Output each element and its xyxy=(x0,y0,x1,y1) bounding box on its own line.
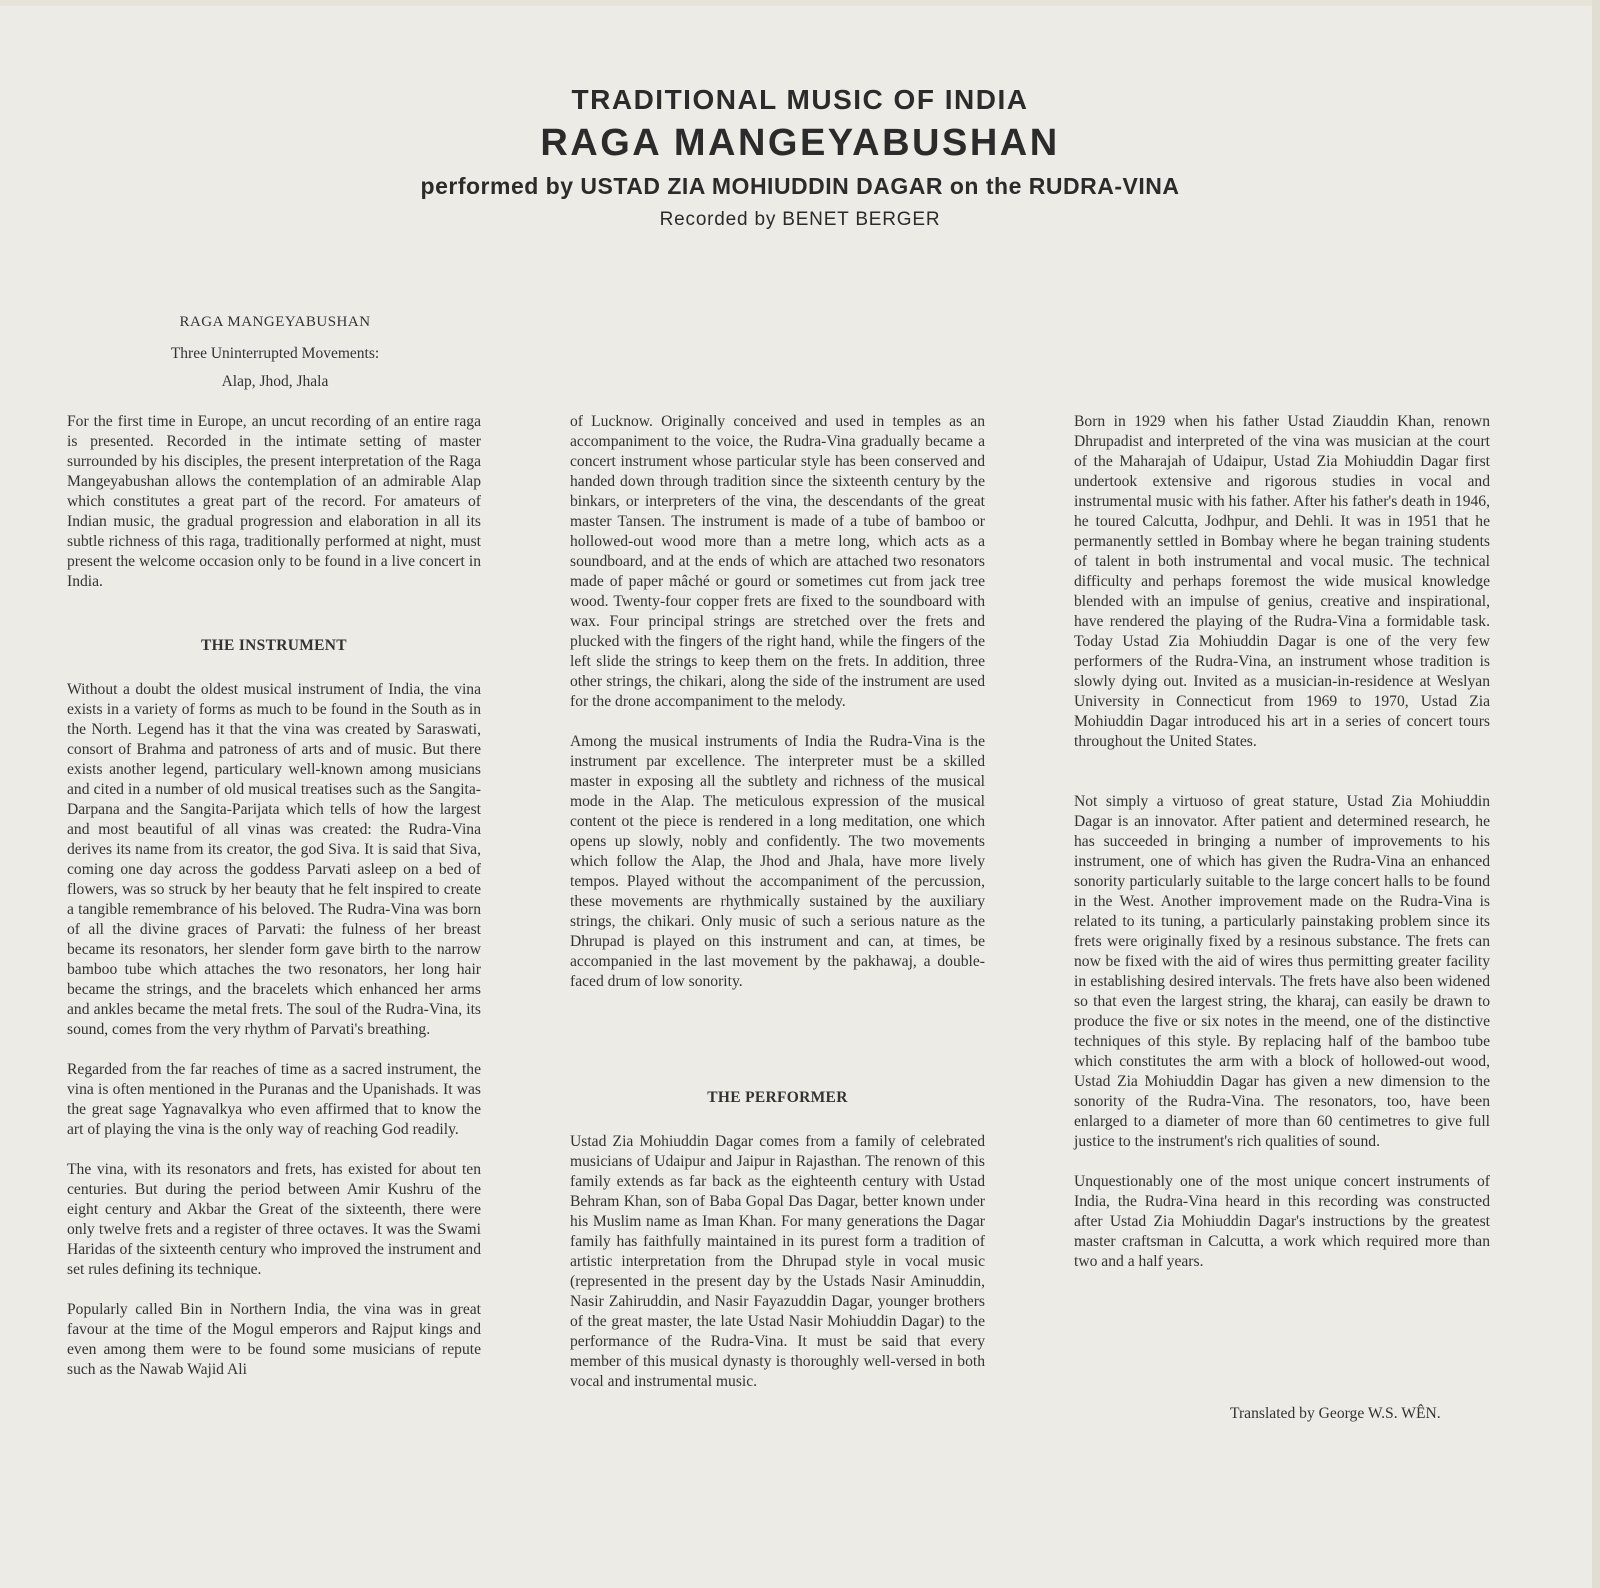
paragraph: For the first time in Europe, an uncut recording of an entire raga is presented. Recorded in the intimate setting of master surrounded by his disciples, the present interpretation of the Raga Mangeyabushan allows the contemplation of an admirable Alap which constitutes a great part of the record. For amateurs of Indian music, the gradual progression and elaboration in all its subtle richness of this raga, traditionally performed at night, must present the welcome occasion only to be found in a live concert in India. xyxy=(67,413,481,590)
performer-line: performed by USTAD ZIA MOHIUDDIN DAGAR on the RUDRA-VINA xyxy=(420,173,1180,199)
section-heading-instrument: THE INSTRUMENT xyxy=(201,637,347,654)
sleeve-top-edge xyxy=(0,0,1600,6)
paragraph: of Lucknow. Originally conceived and used in temples as an accompaniment to the voice, the Rudra-Vina gradually became a concert instrument whose particular style has been conserved and handed down through tradition since the sixteenth century by the binkars, or interpreters of the vina, the descendants of the great master Tansen. The instrument is made of a tube of bamboo or hollowed-out wood more than a metre long, which acts as a soundboard, and at the ends of which are attached two resonators made of paper mâché or gourd or sometimes cut from jack tree wood. Twenty-four copper frets are fixed to the soundboard with wax. Four principal strings are stretched over the frets and plucked with the fingers of the right hand, while the fingers of the left slide the strings to keep them on the frets. In addition, three other strings, the chikari, along the side of the instrument are used for the drone accompaniment to the melody. xyxy=(570,413,985,710)
section-heading-performer: THE PERFORMER xyxy=(707,1089,848,1106)
album-title: RAGA MANGEYABUSHAN xyxy=(540,122,1060,164)
series-title: TRADITIONAL MUSIC OF INDIA xyxy=(571,84,1029,115)
recorded-by-line: Recorded by BENET BERGER xyxy=(659,209,941,230)
paragraph: Unquestionably one of the most unique concert instruments of India, the Rudra-Vina heard in this recording was constructed after Ustad Zia Mohiuddin Dagar's instructions by the greatest master craftsman in Calcutta, a work which required more than two and a half years. xyxy=(1074,1173,1490,1270)
paragraph: Among the musical instruments of India the Rudra-Vina is the instrument par excellence. The interpreter must be a skilled master in exposing all the subtlety and richness of the musical mode in the Alap. The meticulous expression of the musical content ot the piece is rendered in a long meditation, one which opens up slowly, nobly and confidently. The two movements which follow the Alap, the Jhod and Jhala, have more lively tempos. Played without the accompaniment of the percussion, these movements are rhythmically sustained by the auxiliary strings, the chikari. Only music of such a serious nature as the Dhrupad is played on this instrument and can, at times, be accompanied in the last movement by the pakhawaj, a double-faced drum of low sonority. xyxy=(570,733,985,990)
column-2 xyxy=(570,412,985,1412)
movements-subtitle: Three Uninterrupted Movements: xyxy=(170,345,380,362)
movements-list: Alap, Jhod, Jhala xyxy=(221,373,329,390)
translator-credit: Translated by George W.S. WÊN. xyxy=(1230,1405,1441,1422)
paragraph: Born in 1929 when his father Ustad Ziauddin Khan, renown Dhrupadist and interpreted of the vina was musician at the court of the Maharajah of Udaipur, Ustad Zia Mohiuddin Dagar first undertook extensive and rigorous studies in vocal and instrumental music with his father. After his father's death in 1946, he toured Calcutta, Jodhpur, and Dehli. It was in 1951 that he permanently settled in Bombay where he began training students of talent in both instrumental and vocal music. The technical difficulty and perhaps foremost the wide musical knowledge blended with an impulse of genius, creative and inspirational, have rendered the playing of the Rudra-Vina a formidable task. Today Ustad Zia Mohiuddin Dagar is one of the very few performers of the Rudra-Vina, an instrument whose tradition is slowly dying out. Invited as a musician-in-residence at Weslyan University in Connecticut from 1969 to 1970, Ustad Zia Mohiuddin Dagar introduced his art in a series of concert tours throughout the United States. xyxy=(1074,413,1490,750)
paragraph: Not simply a virtuoso of great stature, Ustad Zia Mohiuddin Dagar is an innovator. After patient and determined research, he has succeeded in bringing a number of improvements to his instrument, one of which has given the Rudra-Vina an enhanced sonority particularly suitable to the large concert halls to be found in the West. Another improvement made on the Rudra-Vina is related to its tuning, a particularly painstaking problem since its frets were originally fixed by a resinous substance. The frets can now be fixed with the aid of wires thus permitting greater facility in establishing desired intervals. The frets have also been widened so that even the largest string, the kharaj, can easily be drawn to produce the five or six notes in the meend, one of the distinctive techniques of this style. By replacing half of the bamboo tube which constitutes the arm with a block of hollowed-out wood, Ustad Zia Mohiuddin Dagar has given a new dimension to the sonority of the Rudra-Vina. The resonators, too, have been enlarged to a diameter of more than 60 centimetres to give full justice to the instrument's rich qualities of sound. xyxy=(1074,793,1490,1150)
column-3 xyxy=(1074,412,1490,1292)
paragraph: Ustad Zia Mohiuddin Dagar comes from a family of celebrated musicians of Udaipur and Jaipur in Rajasthan. The renown of this family extends as far back as the eighteenth century with Ustad Behram Khan, son of Baba Gopal Das Dagar, better known under his Muslim name as Iman Khan. For many generations the Dagar family has faithfully maintained in its purest form a tradition of artistic interpretation from the Dhrupad style in vocal music (represented in the present day by the Ustads Nasir Aminuddin, Nasir Zahiruddin, and Nasir Fayazuddin Dagar, younger brothers of the great master, the late Ustad Nasir Mohiuddin Dagar) to the performance of the Rudra-Vina. It must be said that every member of this musical dynasty is thoroughly well-versed in both vocal and instrumental music. xyxy=(570,1133,985,1390)
column-1 xyxy=(67,412,481,1400)
raga-intro xyxy=(100,310,450,398)
header xyxy=(0,80,1600,234)
paragraph: Without a doubt the oldest musical instrument of India, the vina exists in a variety of forms as much to be found in the South as in the North. Legend has it that the vina was created by Saraswati, consort of Brahma and patroness of arts and of music. But there exists another legend, particulary well-known among musicians and cited in a number of old musical treatises such as the Sangita-Darpana and the Sangita-Parijata which tells of how the largest and most beautiful of all vinas was created: the Rudra-Vina derives its name from its creator, the god Siva. It is said that Siva, coming one day across the goddess Parvati asleep on a bed of flowers, was so struck by her beauty that he felt inspired to create a tangible remembrance of his beloved. The Rudra-Vina was born of all the divine graces of Parvati: the fulness of her breast became its resonators, her slender form gave birth to the narrow bamboo tube which attaches the two resonators, her long hair became the strings, and the bracelets which enhanced her arms and ankles became the metal frets. The soul of the Rudra-Vina, its sound, comes from the very rhythm of Parvati's breathing. xyxy=(67,681,481,1038)
paragraph: Popularly called Bin in Northern India, the vina was in great favour at the time of the Mogul emperors and Rajput kings and even among them were to be found some musicians of repute such as the Nawab Wajid Ali xyxy=(67,1301,481,1378)
sleeve-right-edge xyxy=(1592,0,1600,1588)
paragraph: Regarded from the far reaches of time as a sacred instrument, the vina is often mentioned in the Puranas and the Upanishads. It was the great sage Yagnavalkya who even affirmed that to know the art of playing the vina is the only way of reaching God readily. xyxy=(67,1061,481,1138)
paragraph: The vina, with its resonators and frets, has existed for about ten centuries. But during the period between Amir Kushru of the eight century and Akbar the Great of the sixteenth, there were only twelve frets and a register of three octaves. It was the Swami Haridas of the sixteenth century who improved the instrument and set rules defining its technique. xyxy=(67,1161,481,1278)
raga-name: RAGA MANGEYABUSHAN xyxy=(179,314,371,330)
